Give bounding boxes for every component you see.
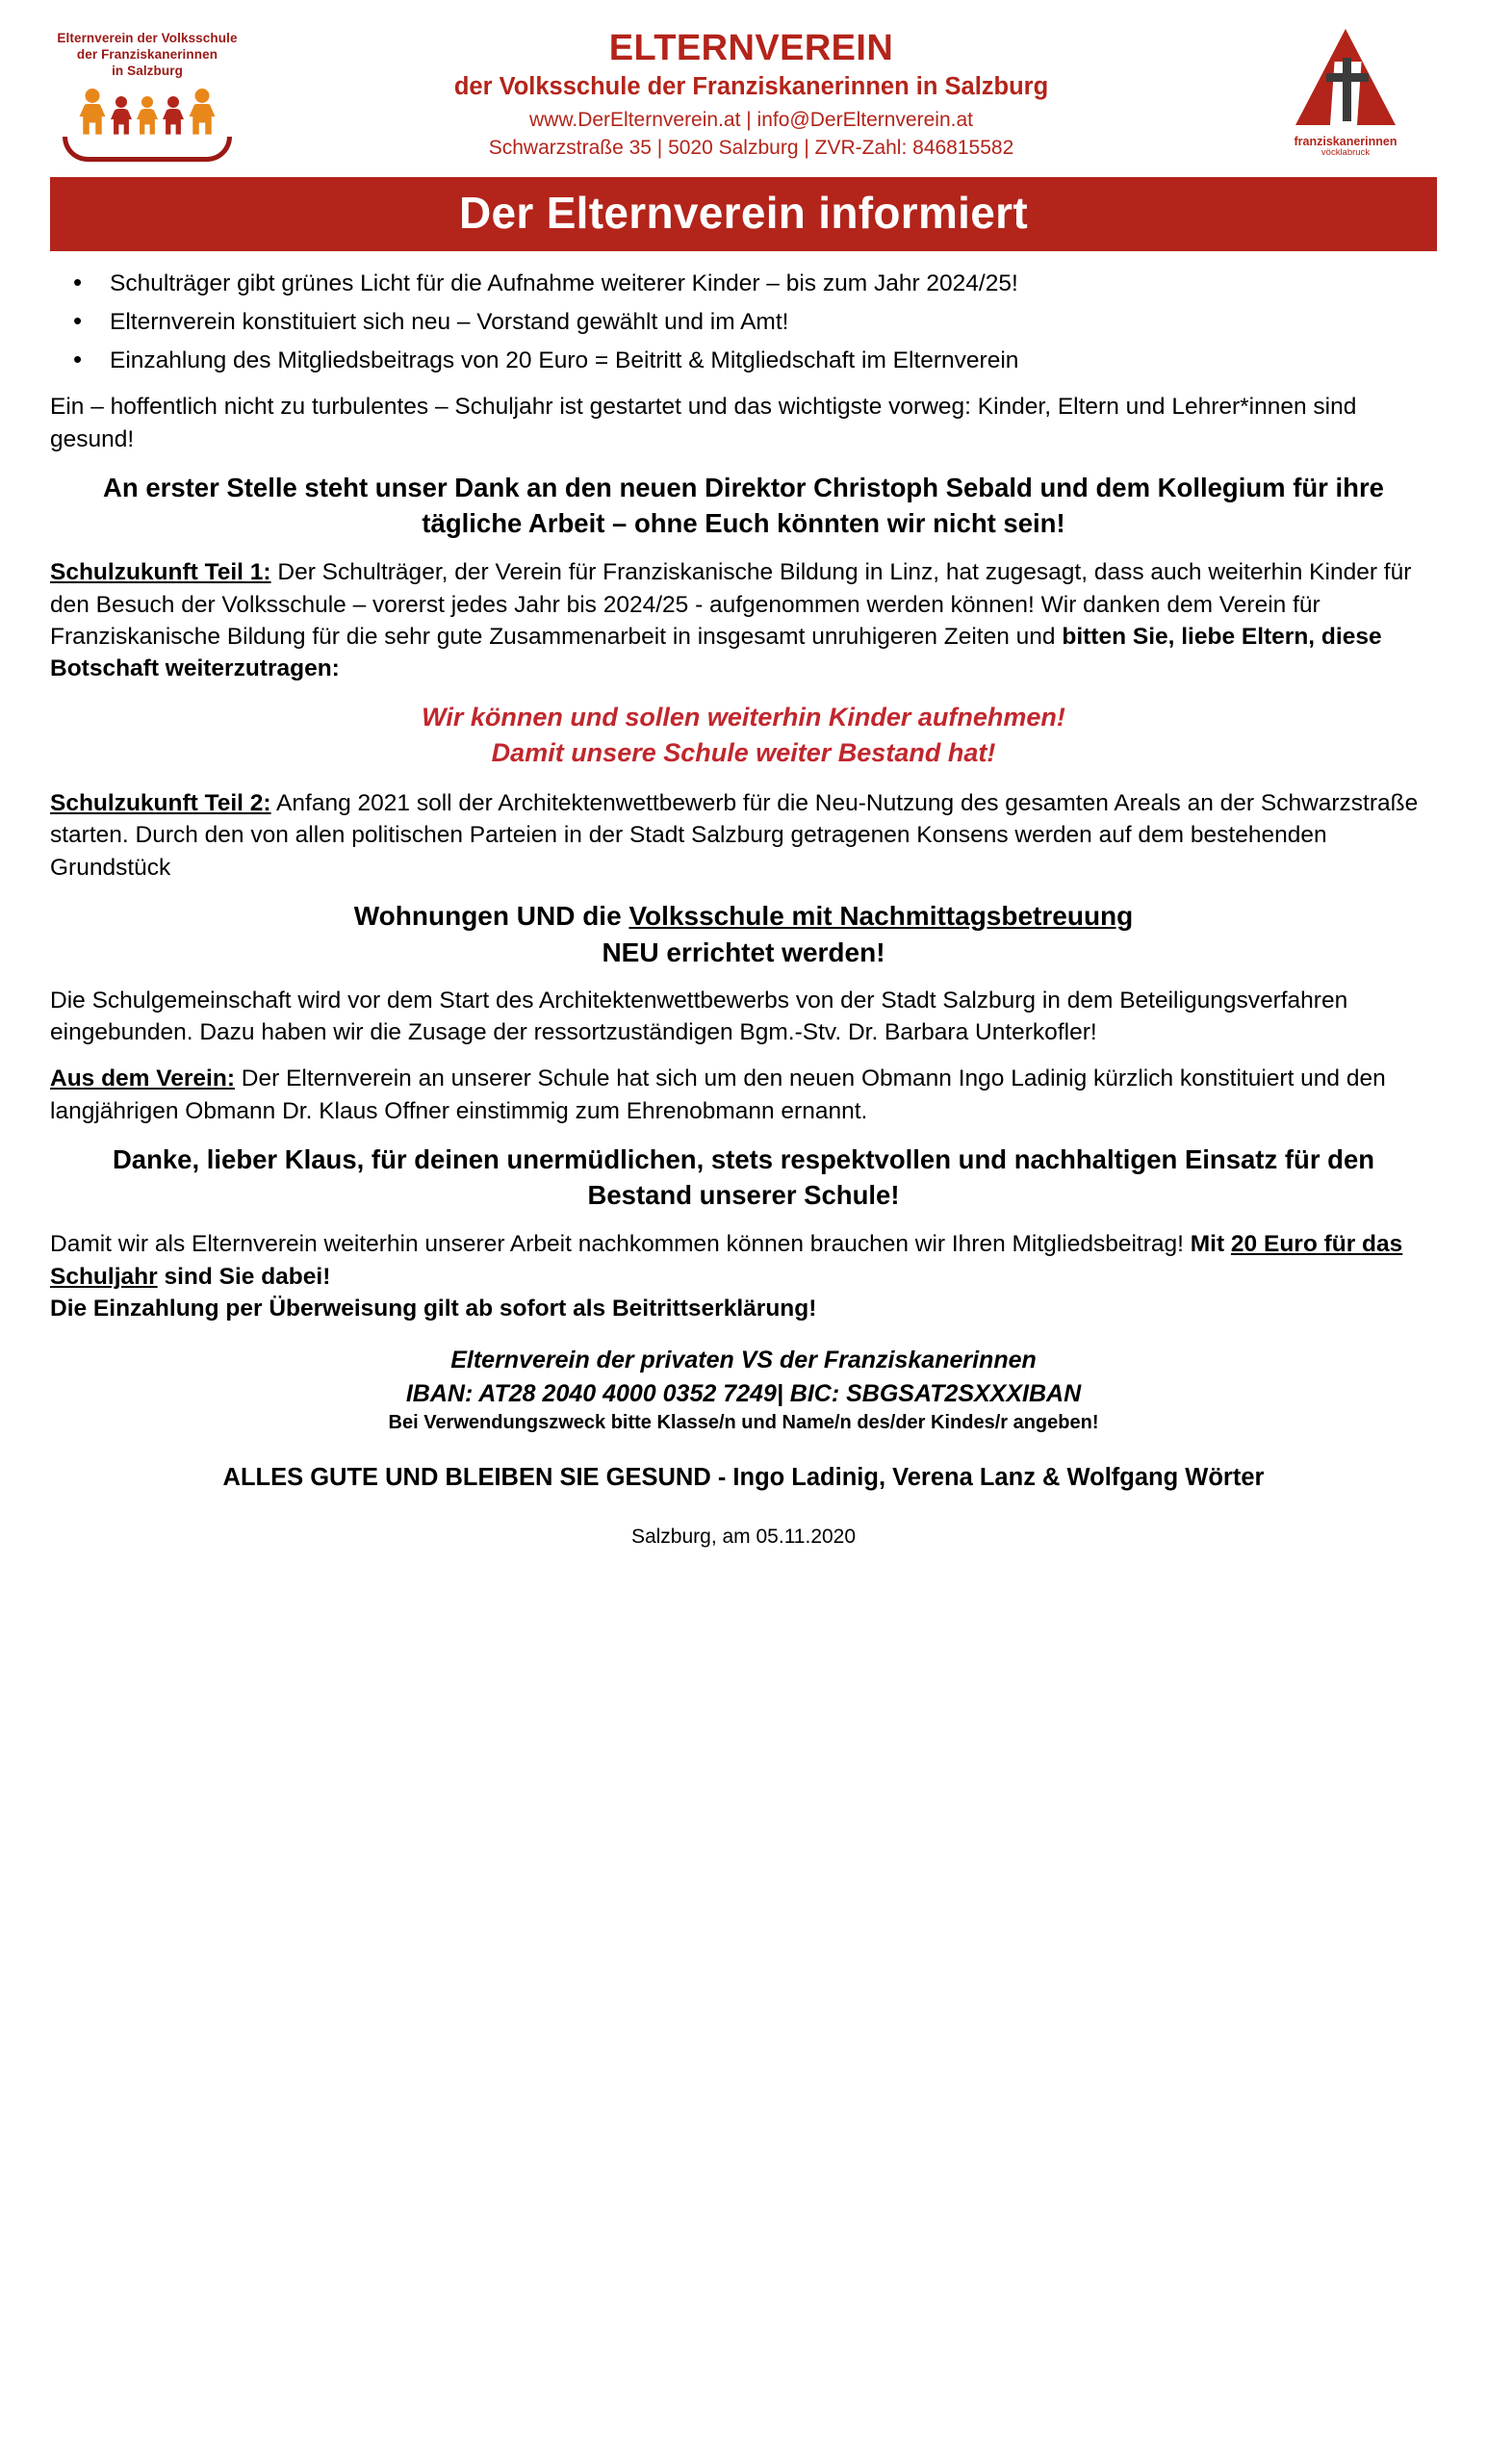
section2-heading: Schulzukunft Teil 2: <box>50 790 271 817</box>
section-beteiligungsverfahren: Die Schulgemeinschaft wird vor dem Start des Architektenwettbewerbs von der Stadt Salzburg in dem Beteiligungsverfahren eingebunden. Dazu haben wir die Zusage der ressortzuständigen Bgm.-Stv. Dr. Barbara Unterkofler! <box>50 987 1348 1046</box>
membership-line-2: Die Einzahlung per Überweisung gilt ab sofort als Beitrittserklärung! <box>50 1295 817 1322</box>
section1-text-bold: bitten Sie, liebe Eltern, diese Botschaft weiterzutragen: <box>50 623 1382 682</box>
section1-text: Der Schulträger, der Verein für Franziskanische Bildung in Linz, hat zugesagt, dass auch weiterhin Kinder für den Besuch der Volksschule – vorerst jedes Jahr bis 2024/25 - aufgenommen werden können! Wir danken dem Verein für Franziskanische Bildung für die sehr gute Zusammenarbeit in insgesamt unruhigeren Zeiten und <box>50 559 1412 650</box>
adult-figure-icon <box>78 89 107 135</box>
highlight-callout <box>50 898 1437 971</box>
section4-text: Der Elternverein an unserer Schule hat sich um den neuen Obmann Ingo Ladinig kürzlich konstituiert und den langjährigen Obmann Dr. Klaus Offner einstimmig zum Ehrenobmann ernannt. <box>50 1065 1386 1124</box>
logo-arc-decoration <box>63 137 232 162</box>
list-item: • Schulträger gibt grünes Licht für die Aufnahme weiterer Kinder – bis zum Jahr 2024/25! <box>50 269 1437 299</box>
organisation-address: Schwarzstraße 35 | 5020 Salzburg | ZVR-Zahl: 846815582 <box>488 136 1014 159</box>
organisation-subtitle: der Volksschule der Franziskanerinnen in Salzburg <box>453 72 1049 100</box>
bank-details <box>50 1344 1437 1437</box>
red-callout-line-1: Wir können und sollen weiterhin Kinder aufnehmen! <box>422 702 1065 732</box>
bank-iban-bic: IBAN: AT28 2040 4000 0352 7249| BIC: SBGSAT2SXXXIBAN <box>405 1379 1082 1407</box>
franziskanerinnen-caption <box>1295 135 1397 159</box>
logo-title-line-2: der Franziskanerinnen <box>76 46 218 62</box>
section-schulzukunft-2 <box>50 787 1437 884</box>
highlight-line-2: NEU errichtet werden! <box>602 937 885 967</box>
organisation-web-contact[interactable]: www.DerElternverein.at | info@DerElternverein.at <box>529 108 973 131</box>
child-figure-icon <box>110 96 133 135</box>
section-aus-dem-verein <box>50 1063 1437 1127</box>
franziskanerinnen-caption-line-2: vöcklabruck <box>1320 147 1371 159</box>
membership-amount: 20 Euro für das Schuljahr <box>50 1231 1403 1290</box>
dateline: Salzburg, am 05.11.2020 <box>630 1525 857 1548</box>
adult-figure-icon <box>188 89 217 135</box>
highlight-line-1-pre: Wohnungen UND die <box>353 901 629 932</box>
family-figures-icon <box>78 85 217 135</box>
bank-account-holder: Elternverein der privaten VS der Franziskanerinnen <box>450 1347 1037 1374</box>
franziskanerinnen-caption-line-1: franziskanerinnen <box>1294 135 1397 148</box>
header-text-block <box>248 25 1254 161</box>
thanks-director-paragraph: An erster Stelle steht unser Dank an den neuen Direktor Christoph Sebald und dem Kollegium für ihre tägliche Arbeit – ohne Euch könnten wir nicht sein! <box>103 473 1384 539</box>
document-header <box>33 25 1454 162</box>
list-item: • Einzahlung des Mitgliedsbeitrags von 20 Euro = Beitritt & Mitgliedschaft im Elternverein <box>50 346 1437 376</box>
logo-title <box>57 31 237 80</box>
section-schulzukunft-1 <box>50 556 1437 684</box>
bank-reference-note: Bei Verwendungszweck bitte Klasse/n und Name/n des/der Kindes/r angeben! <box>388 1412 1099 1434</box>
membership-text-bold-pre: Mit <box>1190 1231 1231 1258</box>
membership-text-bold-post: sind Sie dabei! <box>157 1263 331 1290</box>
red-callout-line-2: Damit unsere Schule weiter Bestand hat! <box>491 738 996 768</box>
franziskanerinnen-mark-icon <box>1288 29 1403 133</box>
section2-text: Anfang 2021 soll der Architektenwettbewerb für die Neu-Nutzung des gesamten Areals an der Schwarzstraße starten. Durch den von allen politischen Parteien in der Stadt Salzburg getragenen Konsens werden auf dem bestehenden Grundstück <box>50 790 1419 881</box>
red-callout <box>50 700 1437 773</box>
elternverein-logo <box>46 25 248 162</box>
franziskanerinnen-logo <box>1254 25 1437 159</box>
highlight-line-1 <box>50 898 1437 935</box>
child-figure-icon <box>136 96 159 135</box>
logo-title-line-1: Elternverein der Volksschule <box>57 31 238 45</box>
section4-heading: Aus dem Verein: <box>50 1065 235 1092</box>
highlights-list <box>50 269 1437 376</box>
thanks-klaus-paragraph: Danke, lieber Klaus, für deinen unermüdlichen, stets respektvollen und nachhaltigen Einsatz für den Bestand unserer Schule! <box>112 1143 1375 1211</box>
list-item: • Elternverein konstituiert sich neu – Vorstand gewählt und im Amt! <box>50 307 1437 338</box>
membership-paragraph <box>50 1228 1437 1324</box>
membership-text-pre: Damit wir als Elternverein weiterhin unserer Arbeit nachkommen können brauchen wir Ihren Mitgliedsbeitrag! <box>50 1231 1191 1258</box>
logo-title-line-3: in Salzburg <box>112 63 183 78</box>
highlight-line-1-underline: Volksschule mit Nachmittagsbetreuung <box>628 901 1134 932</box>
page-title: Der Elternverein informiert <box>50 177 1437 251</box>
document-body <box>33 269 1454 1551</box>
child-figure-icon <box>162 96 185 135</box>
intro-paragraph: Ein – hoffentlich nicht zu turbulentes – Schuljahr ist gestartet und das wichtigste vorweg: Kinder, Eltern und Lehrer*innen sind gesund! <box>50 394 1357 452</box>
section1-heading: Schulzukunft Teil 1: <box>50 559 271 586</box>
organisation-name: ELTERNVEREIN <box>608 28 894 68</box>
closing-line: ALLES GUTE UND BLEIBEN SIE GESUND - Ingo Ladinig, Verena Lanz & Wolfgang Wörter <box>222 1463 1265 1491</box>
